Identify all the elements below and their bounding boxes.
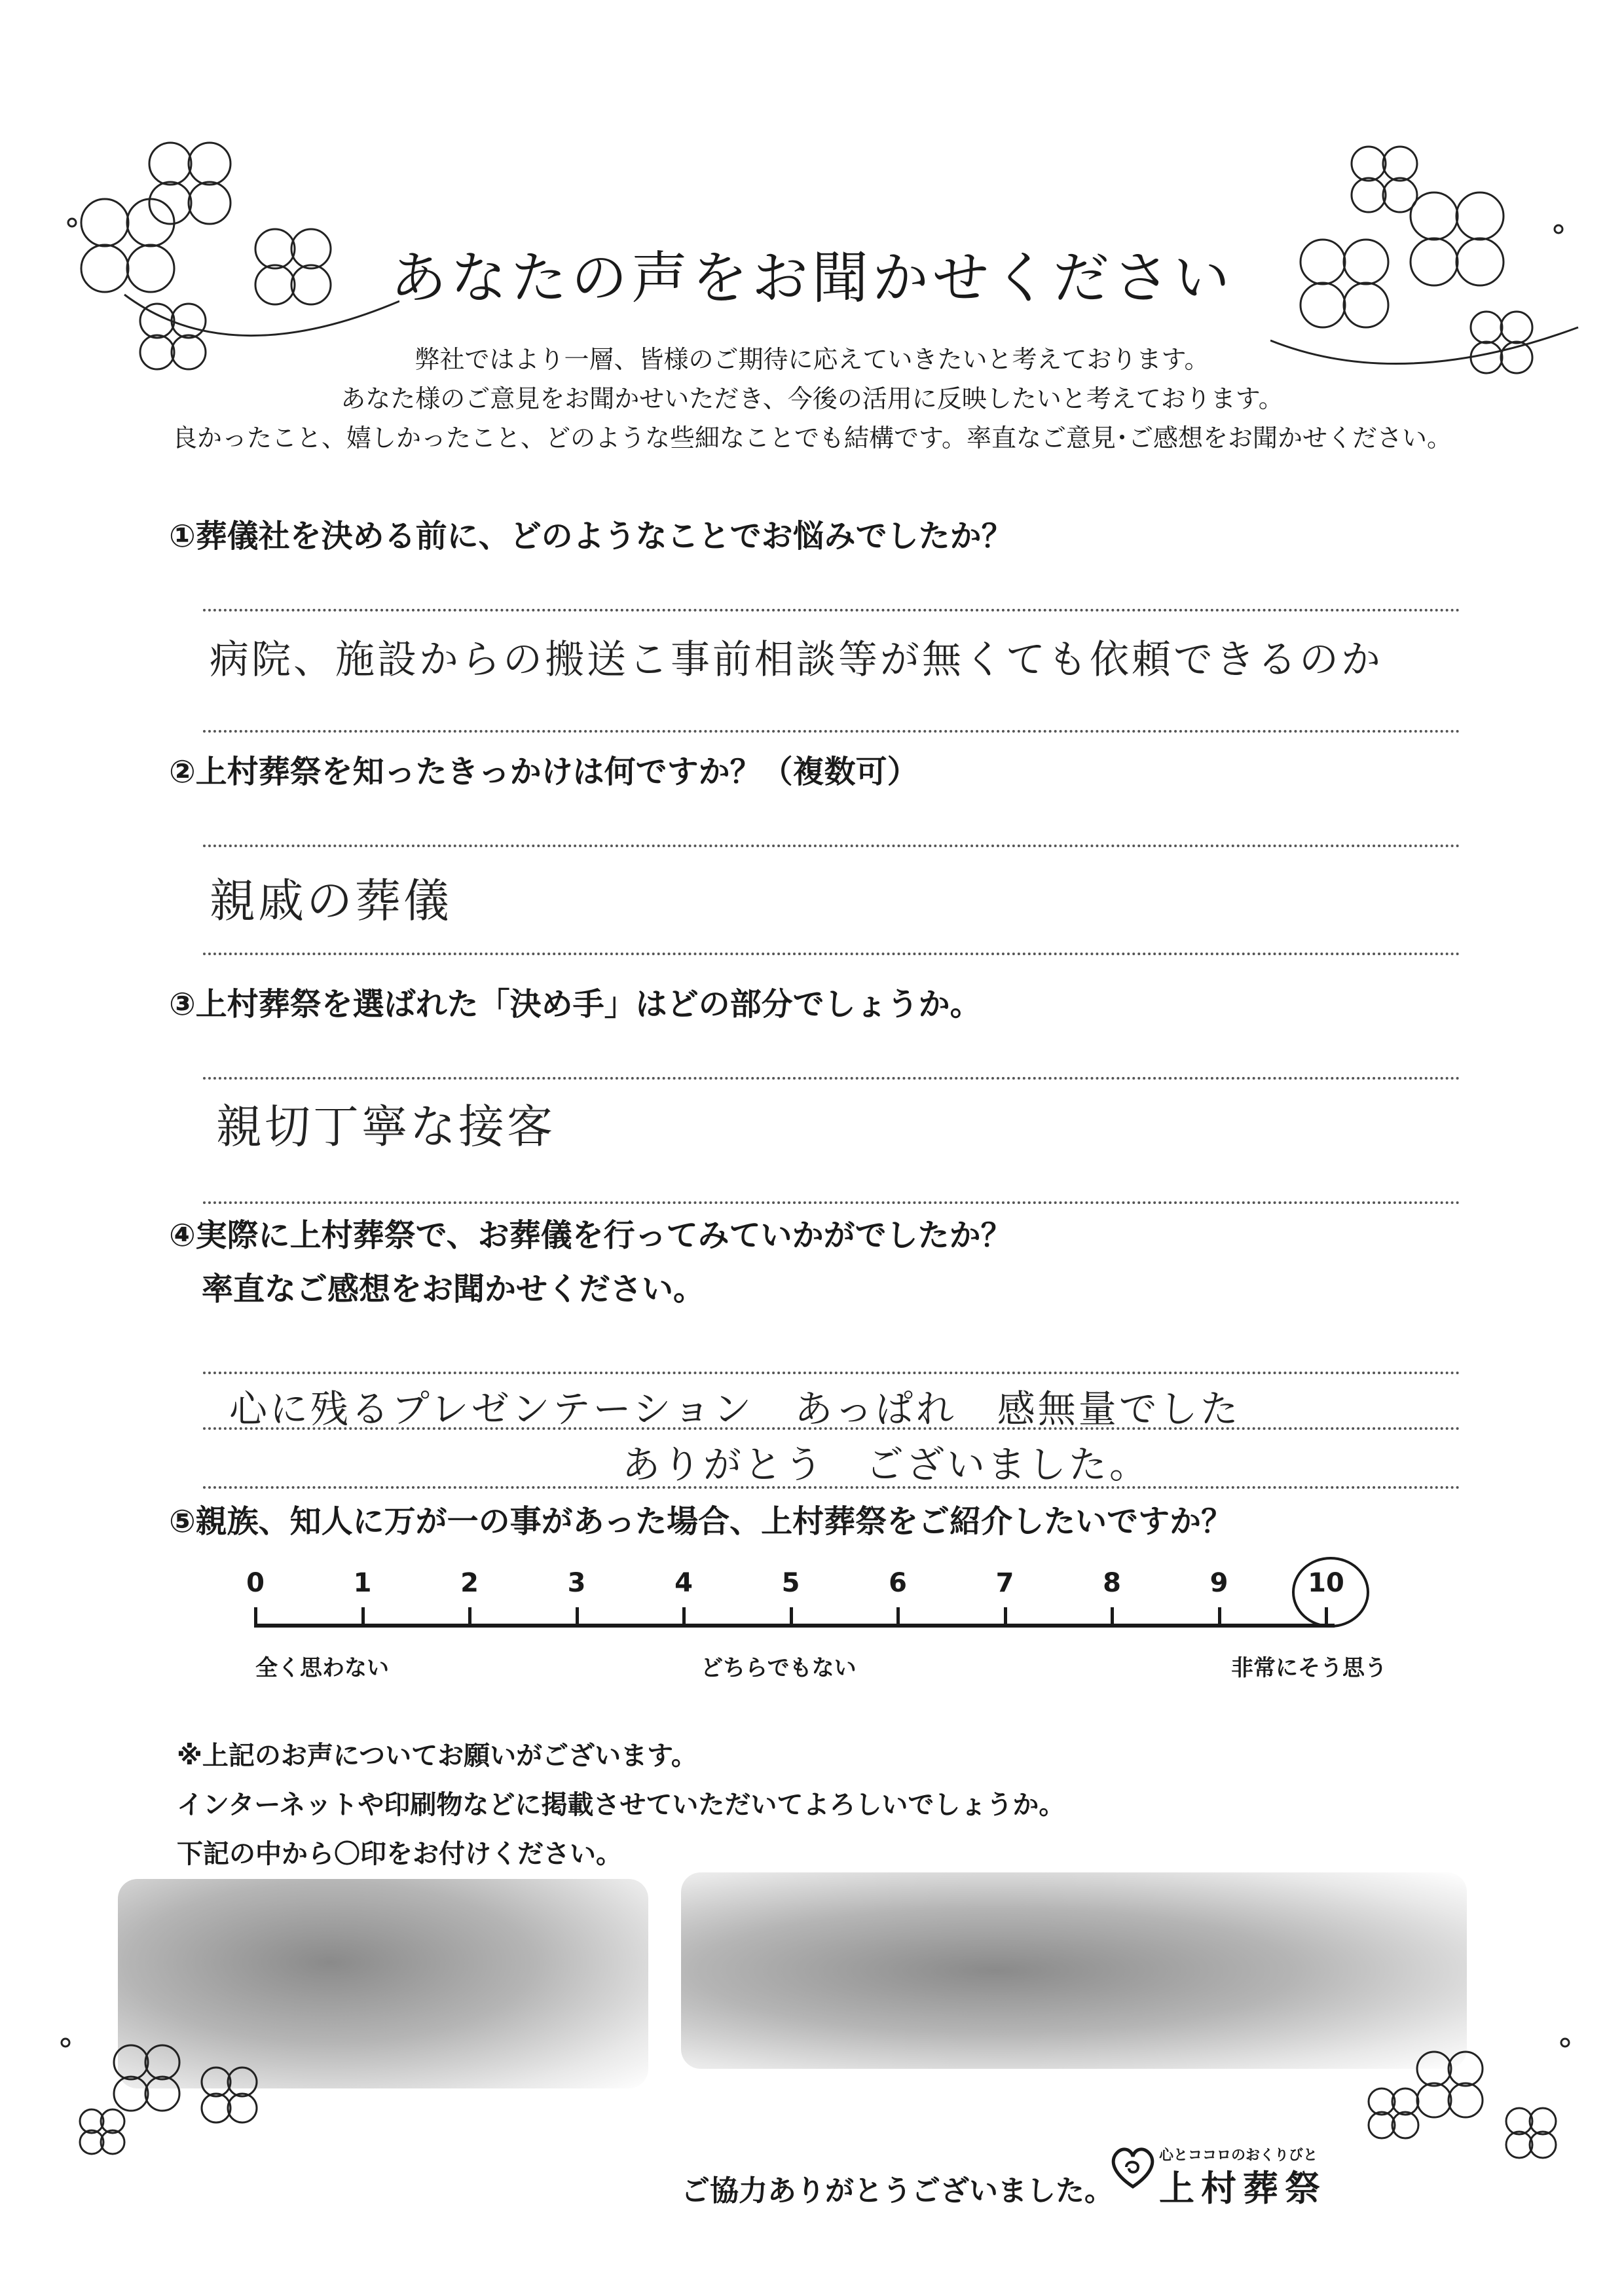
scale-tick bbox=[576, 1607, 579, 1626]
scale-number-10: 10 bbox=[1308, 1568, 1344, 1598]
answer-line bbox=[203, 609, 1460, 611]
scale-low-label: 全く思わない bbox=[255, 1655, 389, 1681]
rating-scale-line bbox=[254, 1624, 1335, 1628]
scale-high-label: 非常にそう思う bbox=[1231, 1655, 1387, 1681]
question-4-answer-line-2: ありがとう ございました。 bbox=[622, 1442, 1151, 1487]
answer-line bbox=[203, 1486, 1460, 1489]
scale-number-0: 0 bbox=[246, 1568, 265, 1598]
scale-tick bbox=[468, 1607, 471, 1626]
clover-decoration-bottom-right bbox=[1349, 2003, 1585, 2187]
question-3-label: ③上村葬祭を選ばれた「決め手」はどの部分でしょうか。 bbox=[169, 986, 982, 1023]
scale-tick bbox=[682, 1607, 686, 1626]
question-1-label: ①葬儀社を決める前に、どのようなことでお悩みでしたか？ bbox=[169, 518, 1013, 555]
notice-line-3: 下記の中から〇印をお付けください。 bbox=[177, 1839, 622, 1869]
scale-mid-label: どちらでもない bbox=[701, 1655, 857, 1681]
scale-number-9: 9 bbox=[1209, 1568, 1228, 1598]
intro-line-3: 良かったこと、嬉しかったこと、どのような些細なことでも結構です。率直なご意見･ご感想をお聞かせください。 bbox=[172, 424, 1452, 452]
scale-number-5: 5 bbox=[781, 1568, 800, 1598]
question-3-answer: 親切丁寧な接客 bbox=[216, 1100, 555, 1154]
answer-line bbox=[203, 1201, 1460, 1204]
scale-number-2: 2 bbox=[460, 1568, 479, 1598]
answer-line bbox=[203, 1372, 1460, 1374]
clover-decoration-bottom-left bbox=[52, 2010, 275, 2180]
logo-tagline: 心とココロのおくりびと bbox=[1159, 2147, 1318, 2164]
question-4-label-line-1: ④実際に上村葬祭で、お葬儀を行ってみていかがでしたか？ bbox=[169, 1217, 1012, 1254]
answer-line bbox=[203, 845, 1460, 847]
answer-line bbox=[203, 730, 1460, 733]
notice-line-1: ※上記のお声についてお願いがございます。 bbox=[177, 1741, 697, 1771]
question-4-answer-line-1: 心に残るプレゼンテーション あっぱれ 感無量でした bbox=[229, 1387, 1241, 1431]
page-title: あなたの声をお聞かせください bbox=[390, 246, 1234, 311]
answer-line bbox=[203, 953, 1460, 955]
scale-tick bbox=[896, 1607, 900, 1626]
intro-line-2: あなた様のご意見をお聞かせいただき、今後の活用に反映したいと考えております。 bbox=[341, 384, 1283, 413]
thanks-message: ご協力ありがとうございました。 bbox=[681, 2174, 1113, 2208]
scale-number-7: 7 bbox=[995, 1568, 1014, 1598]
question-1-answer: 病院、施設からの搬送こ事前相談等が無くても依頼できるのか bbox=[210, 637, 1383, 683]
notice-line-2: インターネットや印刷物などに掲載させていただいてよろしいでしょうか。 bbox=[177, 1790, 1065, 1820]
selected-rating-circle bbox=[1292, 1557, 1369, 1628]
scale-tick bbox=[361, 1607, 365, 1626]
scale-number-3: 3 bbox=[567, 1568, 586, 1598]
scale-tick bbox=[254, 1607, 257, 1626]
question-2-answer: 親戚の葬儀 bbox=[210, 874, 452, 928]
scale-tick bbox=[1111, 1607, 1114, 1626]
scale-tick bbox=[1218, 1607, 1221, 1626]
scale-number-1: 1 bbox=[353, 1568, 372, 1598]
answer-line bbox=[203, 1077, 1460, 1080]
scale-number-8: 8 bbox=[1103, 1568, 1121, 1598]
heart-logo-icon bbox=[1107, 2141, 1159, 2193]
intro-line-1: 弊社ではより一層、皆様のご期待に応えていきたいと考えております。 bbox=[415, 345, 1209, 374]
scale-tick bbox=[790, 1607, 793, 1626]
scale-number-4: 4 bbox=[674, 1568, 693, 1598]
question-5-label: ⑤親族、知人に万が一の事があった場合、上村葬祭をご紹介したいですか？ bbox=[169, 1503, 1233, 1540]
scale-tick bbox=[1004, 1607, 1007, 1626]
scale-number-6: 6 bbox=[889, 1568, 907, 1598]
question-4-label-line-2: 率直なご感想をお聞かせください。 bbox=[202, 1271, 705, 1307]
question-2-label: ②上村葬祭を知ったきっかけは何ですか？（複数可） bbox=[169, 754, 919, 790]
logo-name: 上村葬祭 bbox=[1159, 2168, 1327, 2209]
answer-line bbox=[203, 1427, 1460, 1430]
